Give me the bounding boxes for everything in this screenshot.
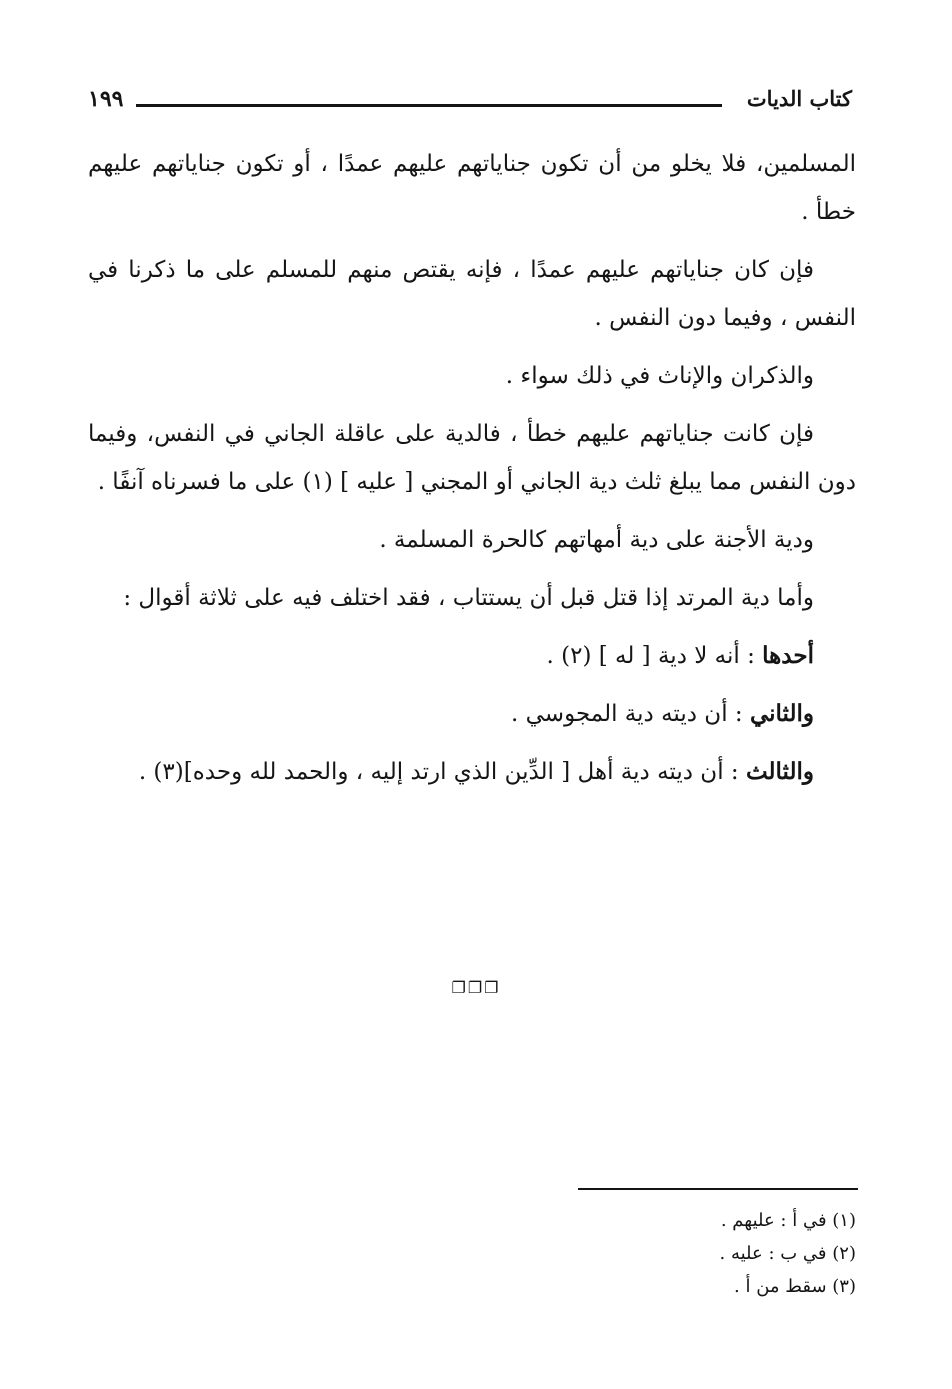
footnote: (٣) سقط من أ . (734, 1276, 856, 1297)
page-number: ١٩٩ (88, 86, 124, 112)
footnotes (480, 1204, 856, 1303)
opinion-label: أحدها (762, 642, 814, 669)
opinion-label: والثالث (745, 758, 814, 785)
footnote-divider (578, 1188, 858, 1190)
paragraph: والذكران والإناث في ذلك سواء . (505, 363, 814, 389)
opinion-text: : أنه لا دية [ له ] (٢) . (546, 643, 763, 669)
opinion-item (88, 690, 856, 738)
chapter-title: كتاب الديات (746, 86, 852, 111)
opinion-label: والثاني (749, 700, 814, 727)
paragraph: المسلمين، فلا يخلو من أن تكون جناياتهم عليهم عمدًا ، أو تكون جناياتهم عليهم خطأ . (88, 151, 856, 225)
header-rule (136, 104, 722, 107)
page-header (88, 86, 852, 122)
main-text (88, 140, 856, 806)
opinion-item (88, 748, 856, 796)
footnote: (١) في أ : عليهم . (720, 1210, 856, 1231)
paragraph: ودية الأجنة على دية أمهاتهم كالحرة المسلمة . (379, 527, 814, 553)
paragraph: فإن كانت جناياتهم عليهم خطأ ، فالدية على عاقلة الجاني في النفس، وفيما دون النفس مما يبلغ ثلث دية الجاني أو المجني [ عليه ] (١) على ما فسرناه آنفًا . (88, 421, 856, 495)
opinion-text: : أن ديته دية أهل [ الدِّين الذي ارتد إليه ، والحمد لله وحده](٣) . (138, 759, 746, 785)
opinion-text: : أن ديته دية المجوسي . (511, 701, 750, 727)
paragraph: فإن كان جناياتهم عليهم عمدًا ، فإنه يقتص منهم للمسلم على ما ذكرنا في النفس ، وفيما دون النفس . (88, 257, 856, 331)
footnote: (٢) في ب : عليه . (719, 1243, 856, 1264)
section-end-ornament-icon: ❐❐❐ (451, 978, 501, 997)
opinion-item (88, 632, 856, 680)
paragraph: وأما دية المرتد إذا قتل قبل أن يستتاب ، فقد اختلف فيه على ثلاثة أقوال : (123, 585, 814, 611)
